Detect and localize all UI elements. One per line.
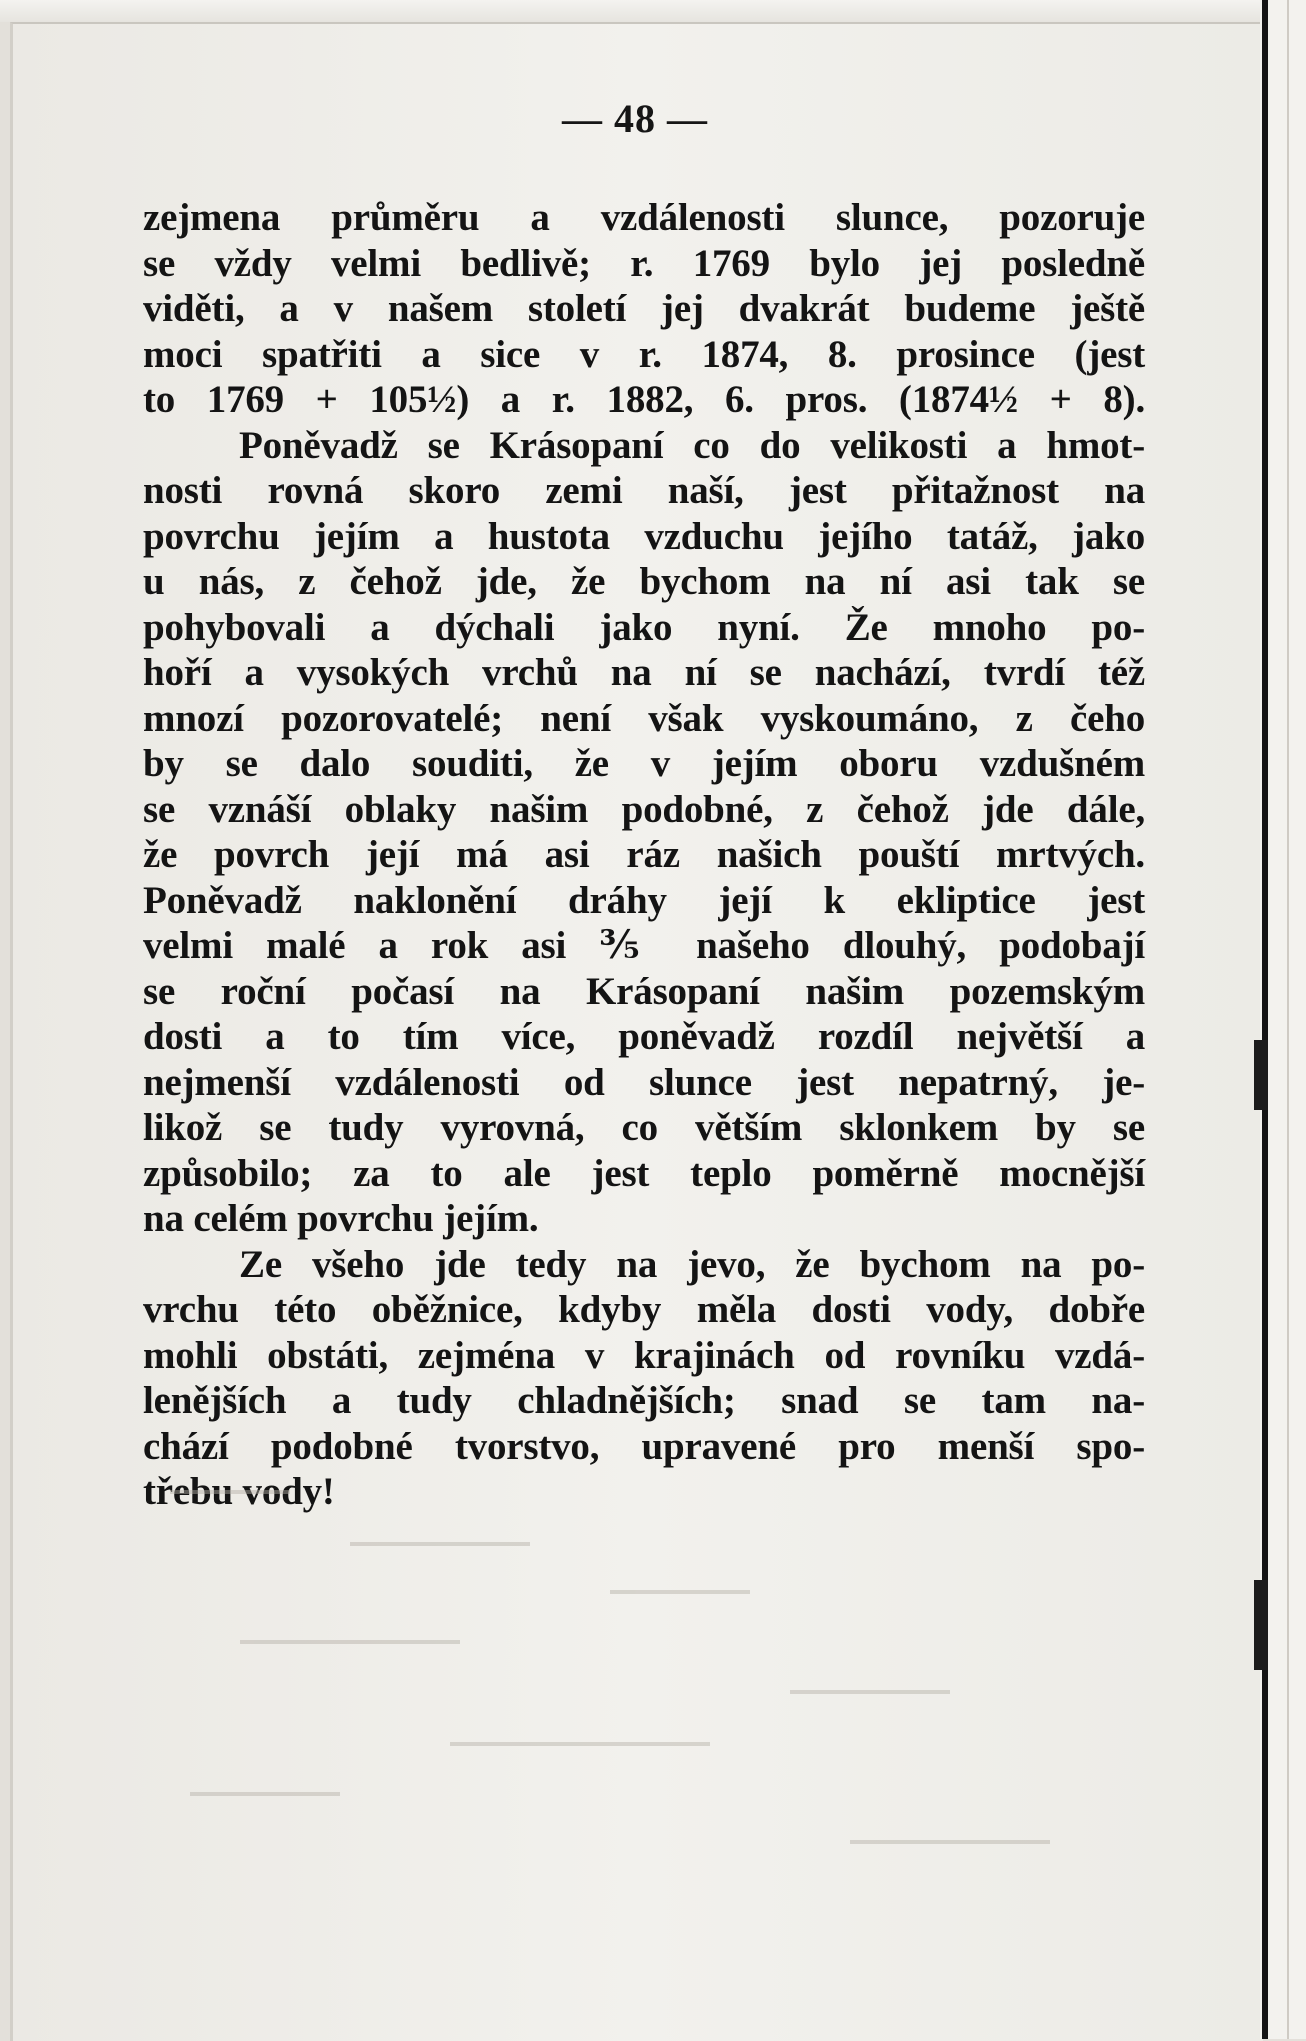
text-line: mnozí pozorovatelé; není však vyskoumáno, z čeho: [143, 696, 1145, 740]
text-line: Ze všeho jde tedy na jevo, že bychom na po-: [239, 1242, 1145, 1286]
text-line: pohybovali a dýchali jako nyní. Že mnoho po-: [143, 605, 1145, 649]
text-line: na celém povrchu jejím.: [143, 1197, 539, 1240]
text-line: se vždy velmi bedlivě; r. 1769 bylo jej posledně: [143, 241, 1145, 285]
text-line: Poněvadž se Krásopaní co do velikosti a hmot-: [239, 423, 1145, 467]
text-line: nosti rovná skoro zemi naší, jest přitažnost na: [143, 469, 1145, 512]
text-line: moci spatřiti a sice v r. 1874, 8. prosince (jest: [143, 332, 1145, 376]
text-line: to 1769 + 105½) a r. 1882, 6. pros. (1874½ + 8).: [143, 378, 1145, 421]
text-line: lenějších a tudy chladnějších; snad se tam na-: [143, 1379, 1145, 1422]
text-line: viděti, a v našem století jej dvakrát budeme ještě: [143, 287, 1145, 330]
page-number: — 48 —: [562, 96, 708, 141]
text-line: chází podobné tvorstvo, upravené pro menší spo-: [143, 1424, 1145, 1468]
text-line: by se dalo souditi, že v jejím oboru vzdušném: [143, 742, 1145, 785]
text-line: velmi malé a rok asi ⅗ našeho dlouhý, podobají: [143, 924, 1145, 967]
text-line: u nás, z čehož jde, že bychom na ní asi tak se: [143, 560, 1145, 603]
text-line: dosti a to tím více, poněvadž rozdíl největší a: [143, 1015, 1145, 1058]
text-line: Poněvadž naklonění dráhy její k ekliptice jest: [143, 878, 1145, 922]
page-edge-line: [1262, 0, 1268, 2039]
page-edge-line-secondary: [1287, 0, 1289, 2039]
text-line: likož se tudy vyrovná, co větším sklonkem by se: [143, 1106, 1145, 1149]
text-line: povrchu jejím a hustota vzduchu jejího tatáž, jako: [143, 514, 1145, 558]
text-line: že povrch její má asi ráz našich pouští mrtvých.: [143, 833, 1145, 876]
scan-border: [0, 0, 1306, 22]
text-line: zejmena průměru a vzdálenosti slunce, pozoruje: [143, 196, 1145, 239]
text-line: třebu vody!: [143, 1470, 335, 1513]
text-line: hoří a vysokých vrchů na ní se nachází, tvrdí též: [143, 651, 1145, 694]
bleed-through-texture: [150, 1480, 1140, 1880]
text-line: způsobilo; za to ale jest teplo poměrně mocnější: [143, 1151, 1145, 1195]
edge-blot: [1254, 1580, 1268, 1670]
text-line: se vznáší oblaky našim podobné, z čehož jde dále,: [143, 787, 1145, 831]
edge-blot: [1254, 1040, 1268, 1110]
text-line: vrchu této oběžnice, kdyby měla dosti vody, dobře: [143, 1288, 1145, 1331]
body-text: [143, 195, 1145, 1515]
text-line: mohli obstáti, zejména v krajinách od rovníku vzdá-: [143, 1333, 1145, 1377]
text-line: se roční počasí na Krásopaní našim pozemským: [143, 969, 1145, 1013]
text-line: nejmenší vzdálenosti od slunce jest nepatrný, je-: [143, 1060, 1145, 1104]
